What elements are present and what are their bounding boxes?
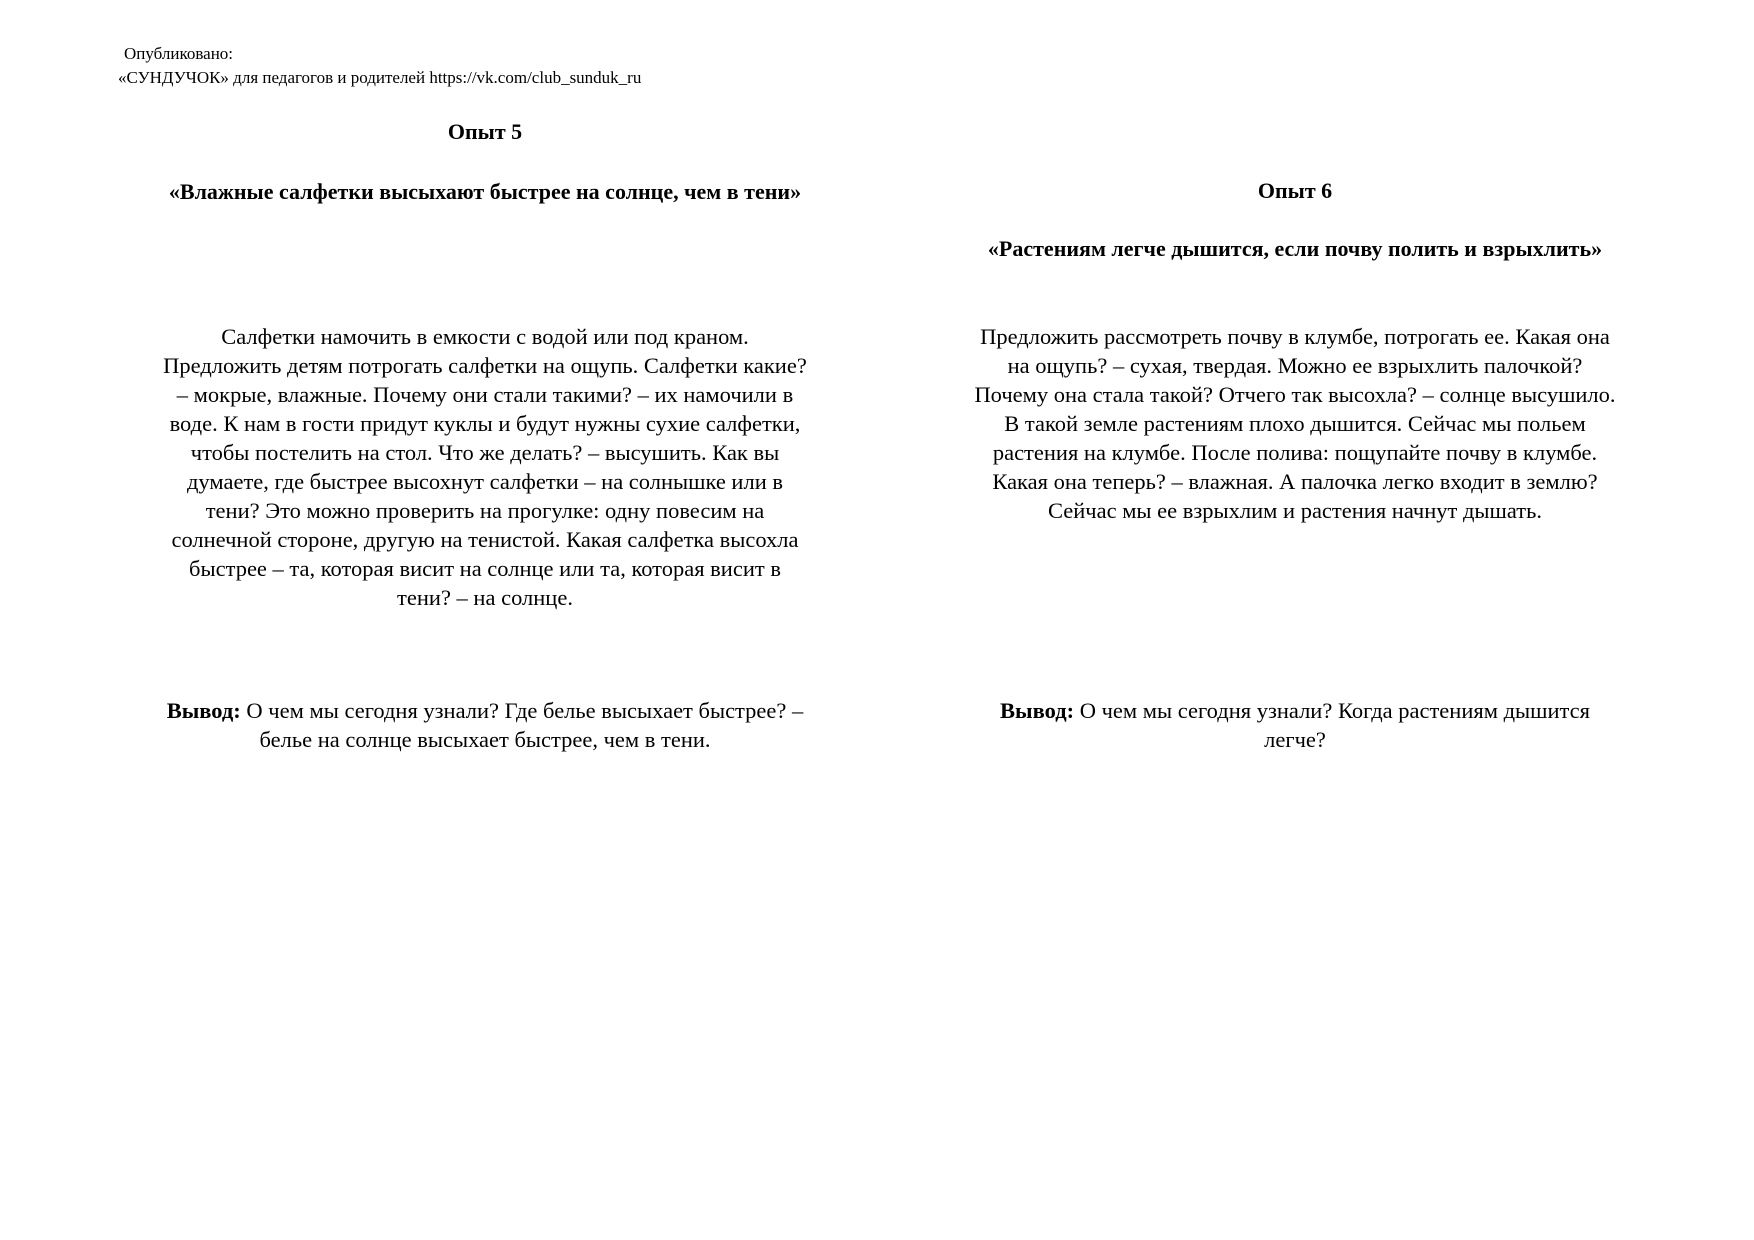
publication-note <box>118 42 641 90</box>
experiment-title: Опыт 6 <box>1257 178 1333 203</box>
conclusion-text: О чем мы сегодня узнали? Когда растениям дышится <box>1074 698 1590 723</box>
body-line: – мокрые, влажные. Почему они стали такими? – их намочили в <box>176 382 794 407</box>
body-line: Предложить детям потрогать салфетки на ощупь. Салфетки какие? <box>163 353 807 378</box>
conclusion-line: легче? <box>1264 727 1326 752</box>
body-line: В такой земле растениям плохо дышится. Сейчас мы польем <box>1004 411 1586 436</box>
body-line: Почему она стала такой? Отчего так высохла? – солнце высушило. <box>974 382 1616 407</box>
experiment-subtitle: «Влажные салфетки высыхают быстрее на солнце, чем в тени» <box>168 179 802 204</box>
body-line: думаете, где быстрее высохнут салфетки – на солнышке или в <box>186 469 783 494</box>
body-line: Какая она теперь? – влажная. А палочка легко входит в землю? <box>992 469 1598 494</box>
conclusion-label: Вывод: <box>166 698 241 723</box>
conclusion-line: белье на солнце высыхает быстрее, чем в тени. <box>259 727 711 752</box>
experiment-conclusion <box>110 696 860 754</box>
body-line: чтобы постелить на стол. Что же делать? – высушить. Как вы <box>190 440 780 465</box>
experiment-body <box>915 322 1675 525</box>
experiment-conclusion <box>915 696 1675 754</box>
body-line: воде. К нам в гости придут куклы и будут нужны сухие салфетки, <box>169 411 801 436</box>
conclusion-line <box>915 696 1675 725</box>
body-line: Сейчас мы ее взрыхлим и растения начнут дышать. <box>1047 498 1543 523</box>
body-line: на ощупь? – сухая, твердая. Можно ее взрыхлить палочкой? <box>1007 353 1583 378</box>
source-line: «СУНДУЧОК» для педагогов и родителей https://vk.com/club_sunduk_ru <box>118 68 642 87</box>
conclusion-label: Вывод: <box>1000 698 1075 723</box>
body-line: Салфетки намочить в емкости с водой или под краном. <box>221 324 749 349</box>
experiment-title: Опыт 5 <box>447 119 523 144</box>
experiment-body <box>110 322 860 612</box>
experiment-subtitle: «Растениям легче дышится, если почву полить и взрыхлить» <box>987 236 1603 261</box>
body-line: Предложить рассмотреть почву в клумбе, потрогать ее. Какая она <box>980 324 1610 349</box>
published-label: Опубликовано: <box>124 44 234 63</box>
body-line: тени? Это можно проверить на прогулке: одну повесим на <box>205 498 765 523</box>
body-line: быстрее – та, которая висит на солнце или та, которая висит в <box>189 556 781 581</box>
conclusion-line <box>110 696 860 725</box>
conclusion-text: О чем мы сегодня узнали? Где белье высыхает быстрее? – <box>240 698 804 723</box>
body-line: солнечной стороне, другую на тенистой. Какая салфетка высохла <box>171 527 799 552</box>
body-line: растения на клумбе. После полива: пощупайте почву в клумбе. <box>992 440 1598 465</box>
body-line: тени? – на солнце. <box>397 585 573 610</box>
